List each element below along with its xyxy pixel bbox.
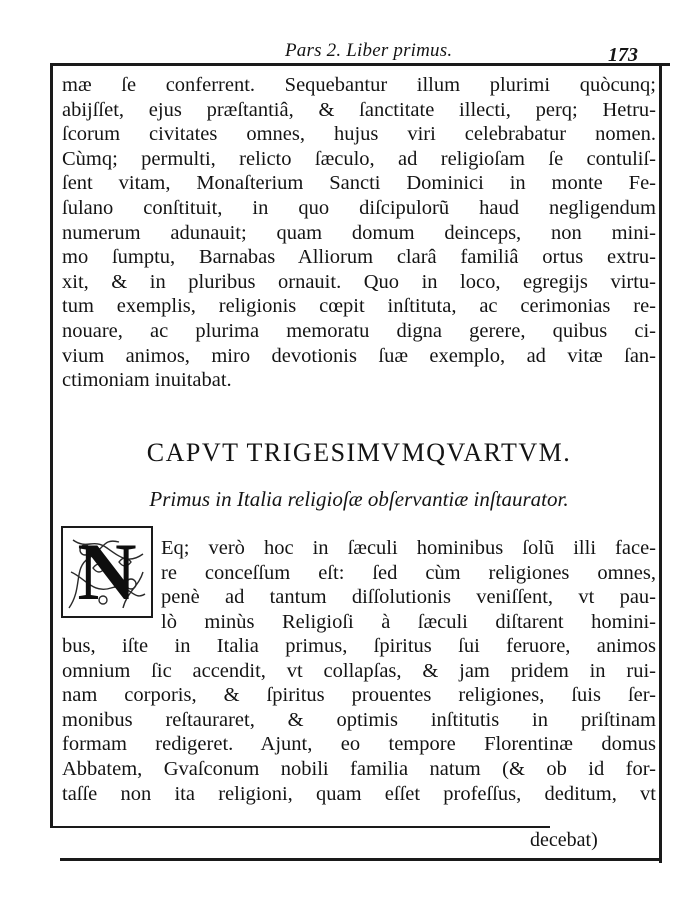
- text-line: re conceſſum eſt: ſed cùm religiones omnes,: [161, 561, 656, 584]
- text-line: ctimoniam inuitabat.: [62, 369, 232, 392]
- paragraph-2: [62, 634, 656, 806]
- text-line: nam corporis, & ſpiritus prouentes religiones, ſuis ſer-: [62, 684, 656, 707]
- text-line: xit, & in pluribus ornauit. Quo in loco, egregijs virtu-: [62, 270, 656, 293]
- text-line: ſulano conſtituit, in quo diſcipulorũ haud negligendum: [62, 196, 656, 219]
- text-line: abijſſet, ejus præſtantiâ, & ſanctitate illecti, perq; Hetru-: [62, 98, 656, 121]
- catchword: decebat): [530, 829, 598, 851]
- text-line: omnium ſic accendit, vt collapſas, & jam pridem in rui-: [62, 659, 656, 682]
- running-head: Pars 2. Liber primus.: [285, 40, 453, 61]
- text-line: mæ ſe conferrent. Sequebantur illum plurimi quòcunq;: [62, 74, 656, 96]
- frame-rule-bottom: [60, 858, 662, 861]
- text-line: mo ſumptu, Barnabas Alliorum clarâ familiâ ortus extru-: [62, 246, 656, 269]
- text-line: Abbatem, Gvaſconum nobili familia natum (& ob id for-: [62, 757, 656, 780]
- chapter-title: CAPVT TRIGESIMVMQVARTVM.: [146, 438, 572, 467]
- decorated-initial: [61, 526, 153, 618]
- page-number: 173: [608, 44, 638, 66]
- chapter-subtitle: Primus in Italia religioſæ obſervantiæ inſtaurator.: [149, 487, 569, 511]
- text-line: vium animos, miro devotionis ſuæ exemplo, ad vitæ ſan-: [62, 344, 656, 367]
- initial-letter: N: [77, 526, 137, 617]
- text-line: lò minùs Religioſi à ſæculi diſtarent homini-: [161, 610, 656, 633]
- text-line: bus, iſte in Italia primus, ſpiritus ſui feruore, animos: [62, 635, 656, 657]
- text-line: numerum adunauit; quam domum deinceps, non mini-: [62, 221, 656, 244]
- text-line: tum exemplis, religionis cœpit inſtituta, ac cerimonias re-: [62, 295, 656, 318]
- frame-rule-left: [50, 63, 53, 828]
- frame-rule-top: [52, 63, 670, 66]
- text-line: ſent vitam, Monaſterium Sancti Dominici in monte Fe-: [62, 172, 656, 195]
- text-line: taſſe non ita religioni, quam eſſet profeſſus, deditum, vt: [62, 782, 656, 805]
- text-line: Eq; verò hoc in ſæculi hominibus ſolũ illi face-: [161, 537, 656, 559]
- frame-rule-bottom-inner: [50, 826, 550, 828]
- text-line: Cùmq; permulti, relicto ſæculo, ad religioſam ſe contuliſ-: [62, 147, 656, 170]
- frame-rule-right: [659, 63, 662, 863]
- text-line: nouare, ac plurima memoratu digna gerere, quibus ci-: [62, 319, 656, 342]
- text-line: penè ad tantum diſſolutionis veniſſent, vt pau-: [161, 586, 656, 609]
- paragraph-2-beside-initial: [161, 536, 656, 634]
- text-line: ſcorum civitates omnes, hujus viri celebrabatur nomen.: [62, 123, 656, 146]
- text-line: formam redigeret. Ajunt, eo tempore Florentinæ domus: [62, 733, 656, 756]
- text-line: monibus reſtauraret, & optimis inſtitutis in priſtinam: [62, 708, 656, 731]
- paragraph-1: [62, 73, 656, 393]
